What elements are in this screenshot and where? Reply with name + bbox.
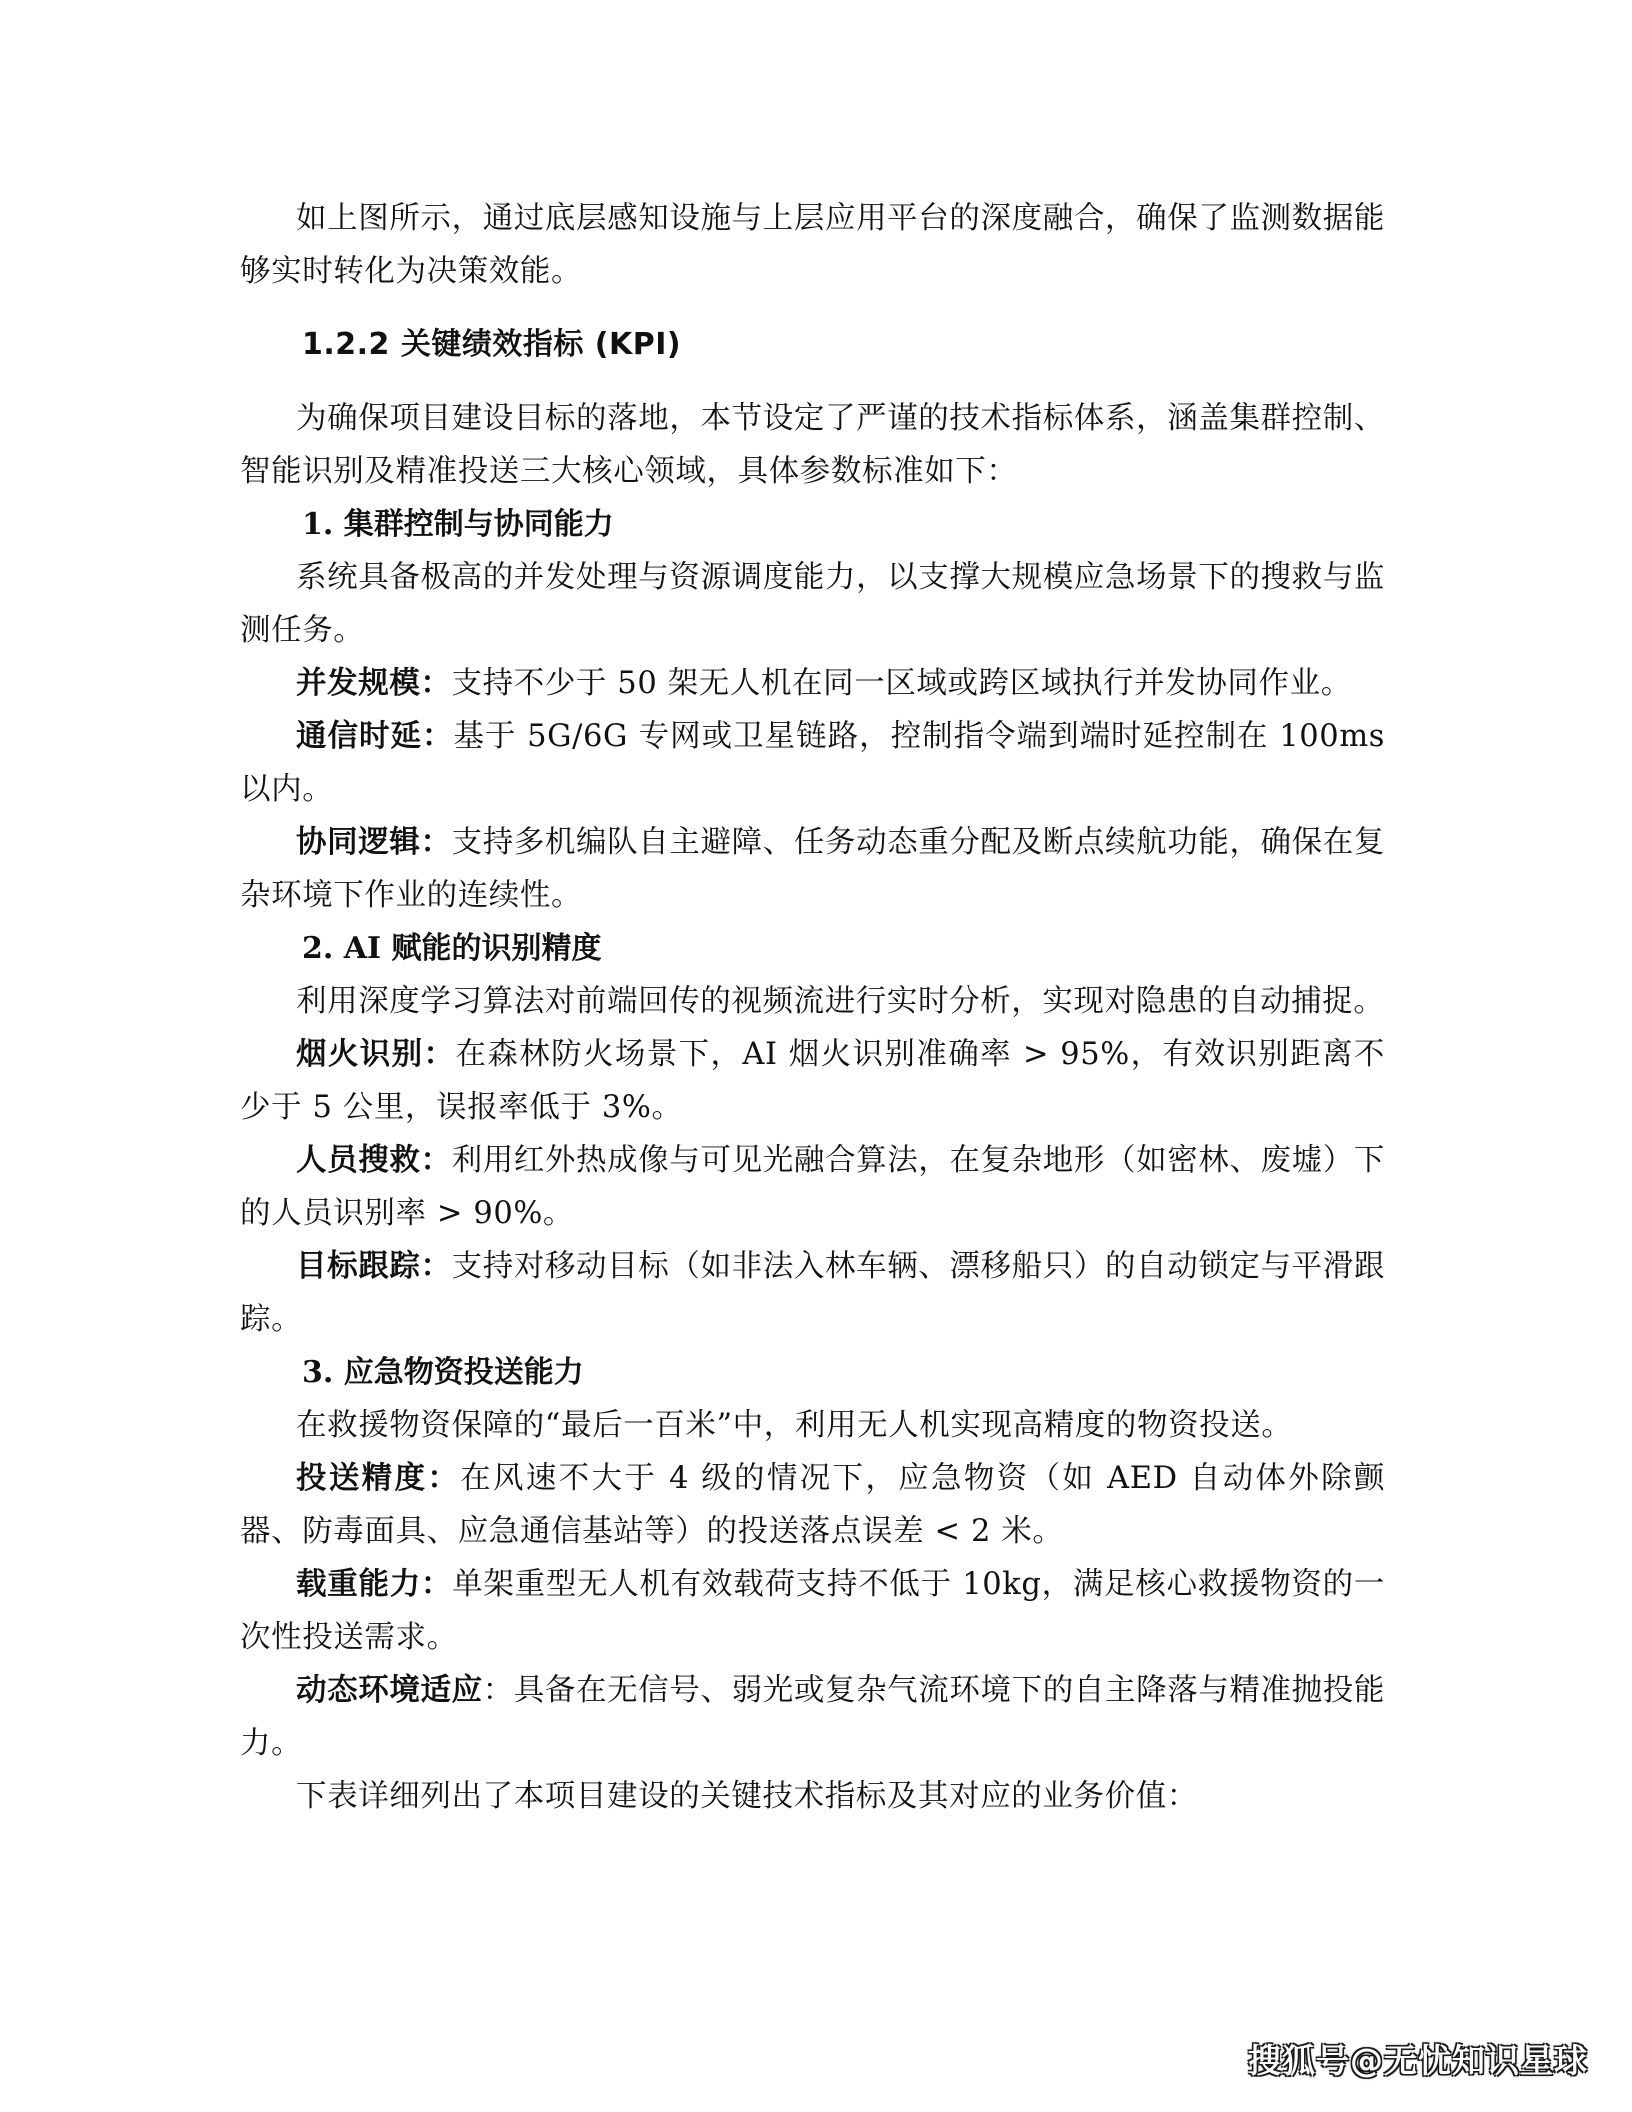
document-body: [240, 192, 1385, 1823]
kpi-term-separator: ：: [482, 1673, 514, 1708]
kpi-term-separator: ：: [427, 1460, 461, 1496]
kpi-term: 并发规模: [296, 665, 421, 701]
subheading-emergency-delivery: 3. 应急物资投送能力: [302, 1355, 584, 1390]
kpi-term: 烟火识别: [296, 1036, 424, 1072]
kpi-term: 通信时延: [296, 718, 422, 754]
section-heading-kpi: 1.2.2 关键绩效指标 (KPI): [302, 327, 682, 362]
kpi-term-separator: ：: [420, 1248, 452, 1284]
kpi-item-target-tracking: [240, 1240, 1385, 1346]
kpi-term: 载重能力: [296, 1566, 421, 1602]
kpi-description: 在森林防火场景下，AI 烟火识别准确率 > 95%，有效识别距离不少于 5 公里，误报率低于 3%。: [240, 1037, 1385, 1125]
kpi-term: 目标跟踪: [296, 1248, 421, 1284]
kpi-description: 单架重型无人机有效载荷支持不低于 10kg，满足核心救援物资的一次性投送需求。: [240, 1567, 1385, 1655]
kpi-term-separator: ：: [423, 1036, 456, 1072]
kpi-item-collaboration-logic: [240, 816, 1385, 922]
kpi-term: 投送精度: [296, 1460, 428, 1496]
delivery-intro-paragraph: 在救援物资保障的“最后一百米”中，利用无人机实现高精度的物资投送。: [296, 1408, 1293, 1443]
ai-intro-paragraph: 利用深度学习算法对前端回传的视频流进行实时分析，实现对隐患的自动捕捉。: [296, 984, 1385, 1019]
kpi-description: 支持多机编队自主避障、任务动态重分配及断点续航功能，确保在复杂环境下作业的连续性。: [240, 825, 1386, 913]
kpi-term-separator: ：: [421, 718, 454, 754]
kpi-item-dynamic-adaptation: [240, 1664, 1385, 1770]
kpi-item-personnel-search: [240, 1134, 1385, 1240]
intro-paragraph: 如上图所示，通过底层感知设施与上层应用平台的深度融合，确保了监测数据能够实时转化为决策效能。: [240, 201, 1385, 289]
kpi-term: 协同逻辑: [296, 824, 421, 860]
closing-paragraph: 下表详细列出了本项目建设的关键技术指标及其对应的业务价值：: [296, 1779, 1198, 1814]
kpi-description: 支持不少于 50 架无人机在同一区域或跨区域执行并发协同作业。: [451, 666, 1352, 701]
kpi-item-payload-capacity: [240, 1558, 1385, 1664]
sohu-watermark: 搜狐号@无忧知识星球: [1248, 2041, 1588, 2080]
kpi-term-separator: ：: [420, 1142, 452, 1178]
kpi-description: 具备在无信号、弱光或复杂气流环境下的自主降落与精准抛投能力。: [240, 1673, 1385, 1761]
kpi-term-separator: ：: [420, 824, 452, 860]
kpi-item-communication-latency: [240, 710, 1385, 816]
kpi-description: 基于 5G/6G 专网或卫星链路，控制指令端到端时延控制在 100ms 以内。: [240, 719, 1386, 807]
kpi-description: 利用红外热成像与可见光融合算法，在复杂地形（如密林、废墟）下的人员识别率 > 90%。: [240, 1143, 1386, 1231]
kpi-term-separator: ：: [420, 1566, 453, 1602]
subheading-ai-recognition: 2. AI 赋能的识别精度: [302, 931, 602, 966]
kpi-item-delivery-accuracy: [240, 1452, 1385, 1558]
kpi-term-separator: ：: [420, 665, 452, 701]
kpi-term: 人员搜救: [296, 1142, 421, 1178]
section-intro-paragraph: 为确保项目建设目标的落地，本节设定了严谨的技术指标体系，涵盖集群控制、智能识别及精准投送三大核心领域，具体参数标准如下：: [240, 401, 1385, 489]
kpi-item-concurrency-scale: [240, 657, 1385, 710]
kpi-description: 支持对移动目标（如非法入林车辆、漂移船只）的自动锁定与平滑跟踪。: [240, 1249, 1386, 1337]
cluster-intro-paragraph: 系统具备极高的并发处理与资源调度能力，以支撑大规模应急场景下的搜救与监测任务。: [240, 560, 1385, 648]
subheading-cluster-control: 1. 集群控制与协同能力: [302, 507, 614, 542]
kpi-description: 在风速不大于 4 级的情况下，应急物资（如 AED 自动体外除颤器、防毒面具、应急通信基站等）的投送落点误差 < 2 米。: [240, 1461, 1385, 1549]
kpi-term: 动态环境适应: [296, 1672, 483, 1708]
kpi-item-fire-detection: [240, 1028, 1385, 1134]
